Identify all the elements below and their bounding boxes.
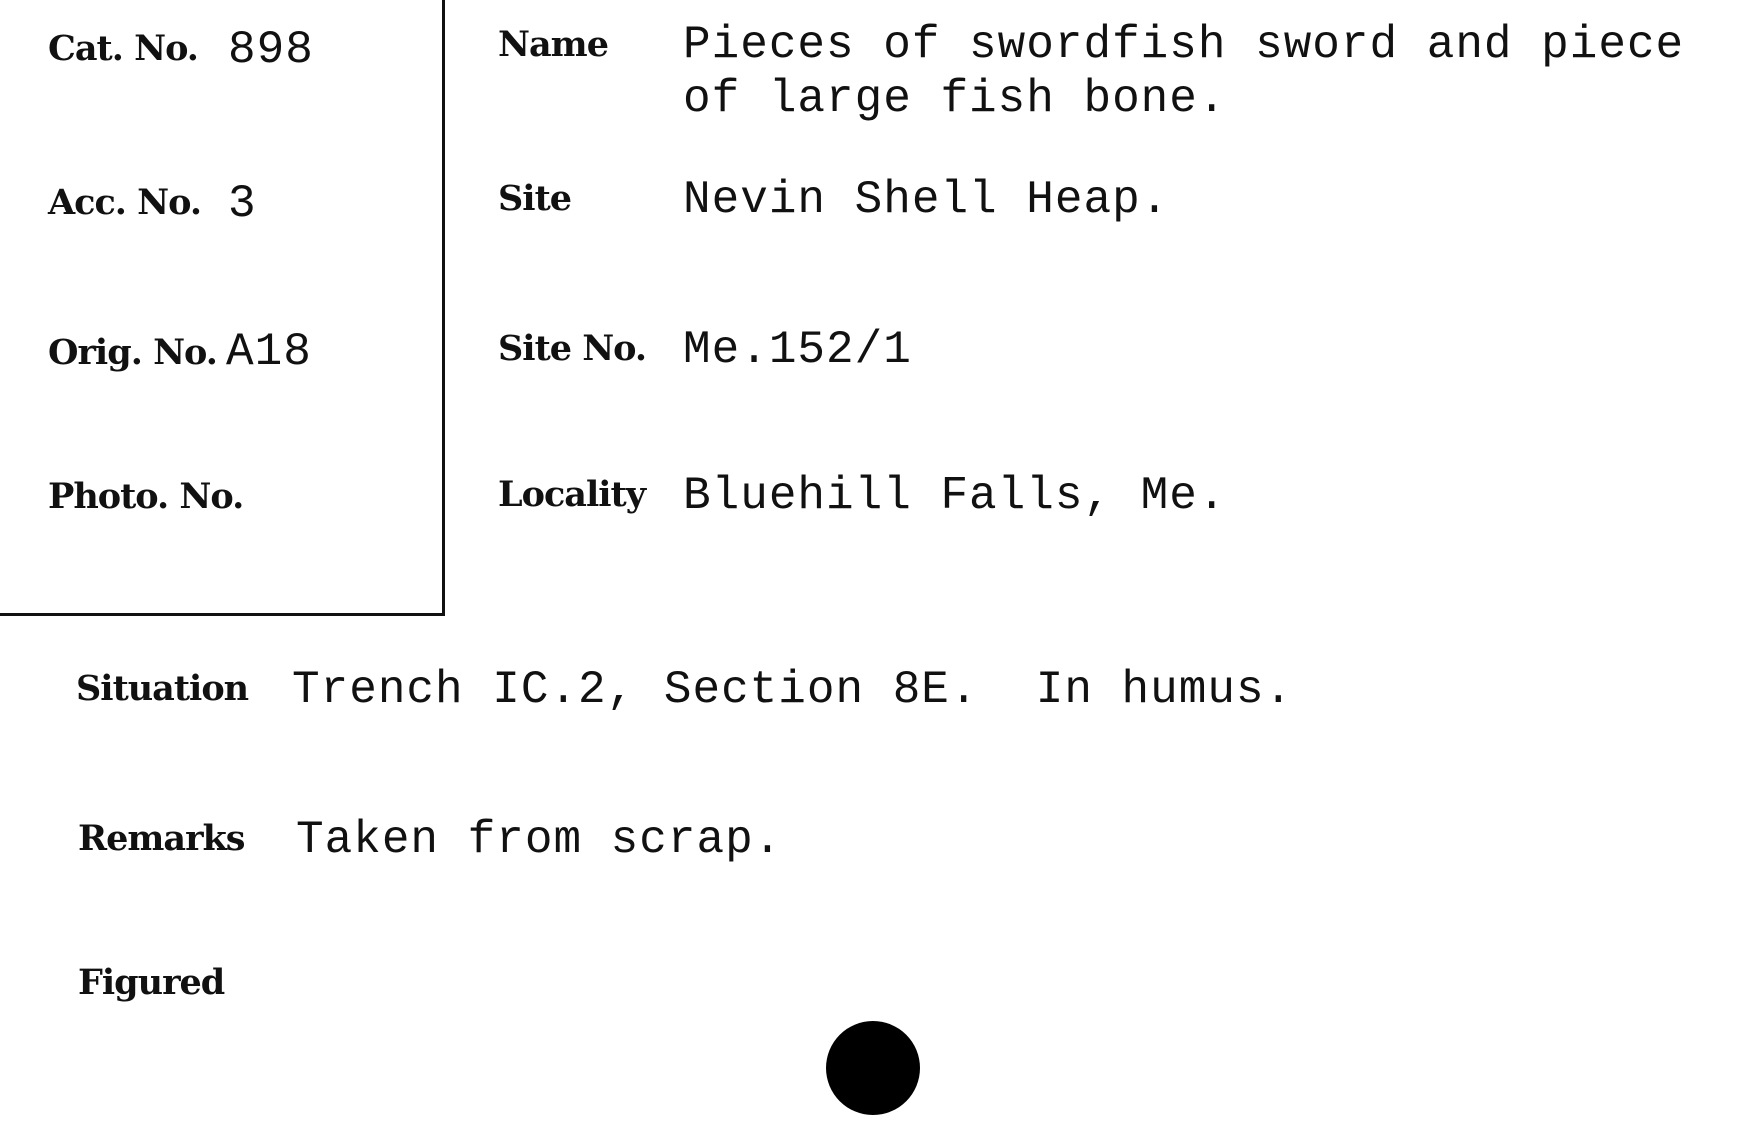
locality-value: Bluehill Falls, Me. [683,470,1227,522]
photo-no-label: Photo. No. [48,476,244,517]
identifier-box [0,0,445,616]
remarks-label: Remarks [78,818,245,859]
name-value [683,18,1684,126]
orig-no-label: Orig. No. [48,332,217,373]
site-no-value: Me.152/1 [683,324,912,376]
site-value: Nevin Shell Heap. [683,174,1170,226]
orig-no-value: A18 [226,326,312,378]
locality-label: Locality [498,474,646,515]
acc-no-label: Acc. No. [48,182,202,223]
cat-no-value: 898 [228,24,314,76]
remarks-value: Taken from scrap. [296,814,783,866]
situation-label: Situation [76,668,249,709]
name-value-line-2: of large fish bone. [683,73,1227,125]
acc-no-value: 3 [228,178,257,230]
punch-hole [826,1021,920,1115]
name-value-line-1: Pieces of swordfish sword and piece [683,19,1685,71]
name-label: Name [498,24,608,65]
cat-no-label: Cat. No. [48,28,198,69]
site-label: Site [498,178,572,219]
situation-value: Trench IC.2, Section 8E. In humus. [292,664,1294,716]
site-no-label: Site No. [498,328,647,369]
figured-label: Figured [78,962,225,1003]
